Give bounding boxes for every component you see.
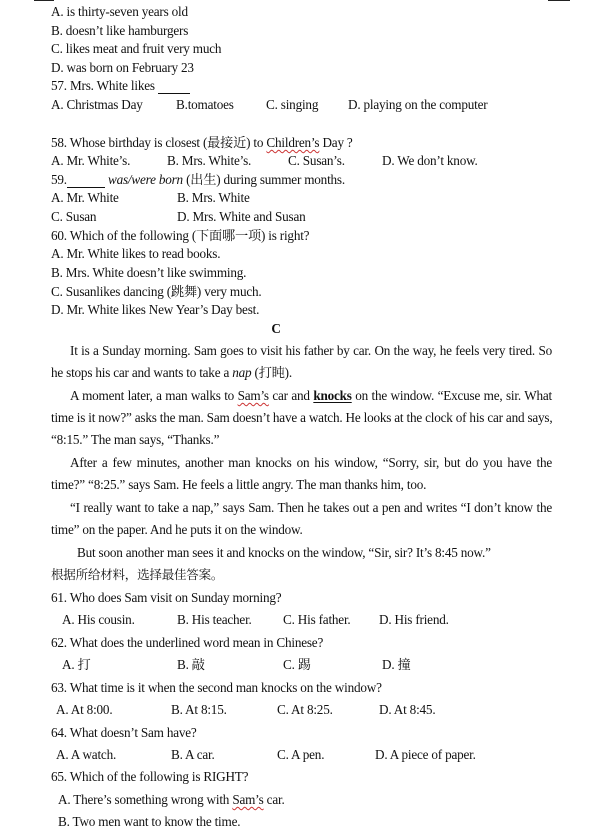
q62-option-a[interactable]: A. 打 xyxy=(62,657,91,672)
q60-option-b[interactable]: B. Mrs. White doesn’t like swimming. xyxy=(51,265,247,280)
q62-option-c[interactable]: C. 踢 xyxy=(283,657,311,672)
instructions: 根据所给材料，选择最佳答案。 xyxy=(51,567,224,582)
q65-option-a[interactable] xyxy=(58,792,285,807)
q61-option-c[interactable]: C. His father. xyxy=(283,612,351,627)
q64-option-b[interactable]: B. A car. xyxy=(171,747,215,762)
q59-was-were-born: was/were born xyxy=(108,172,183,187)
word-nap: nap xyxy=(232,365,252,380)
passage-p2-line3: “8:15.” The man says, “Thanks.” xyxy=(51,432,220,447)
q56-option-c[interactable]: C. likes meat and fruit very much xyxy=(51,41,222,56)
q63-option-d[interactable]: D. At 8:45. xyxy=(379,702,436,717)
q56-option-d[interactable]: D. was born on February 23 xyxy=(51,60,194,75)
q64-option-c[interactable]: C. A pen. xyxy=(277,747,325,762)
q65-question: 65. Which of the following is RIGHT? xyxy=(51,769,249,784)
top-rule-right xyxy=(548,0,570,1)
q59-option-d[interactable]: D. Mrs. White and Susan xyxy=(177,209,306,224)
passage-p4-line2: time” on the paper. And he puts it on the window. xyxy=(51,522,303,537)
q63-option-b[interactable]: B. At 8:15. xyxy=(171,702,227,717)
q57-option-c[interactable]: C. singing xyxy=(266,97,319,112)
q61-option-b[interactable]: B. His teacher. xyxy=(177,612,252,627)
passage-p1-text: he stops his car and wants to take a xyxy=(51,365,230,380)
q62-question: 62. What does the underlined word mean in Chinese? xyxy=(51,635,324,650)
q62-option-b[interactable]: B. 敲 xyxy=(177,657,205,672)
q63-question: 63. What time is it when the second man knocks on the window? xyxy=(51,680,382,695)
q60-option-d[interactable]: D. Mr. White likes New Year’s Day best. xyxy=(51,302,260,317)
q58-stem: 58. Whose birthday is closest (最接近) to xyxy=(51,135,264,150)
q65-option-a-text: A. There’s something wrong with xyxy=(58,792,230,807)
q59-option-b[interactable]: B. Mrs. White xyxy=(177,190,250,205)
passage-p1-line1: It is a Sunday morning. Sam goes to visit his father by car. On the way, he feels very tired. So xyxy=(70,343,552,358)
q58-stem-end: Day ? xyxy=(322,135,353,150)
passage-p2-text-a: A moment later, a man walks to xyxy=(70,388,235,403)
q58-option-b[interactable]: B. Mrs. White’s. xyxy=(167,153,252,168)
q57-answer-blank[interactable] xyxy=(158,78,190,94)
q58-option-d[interactable]: D. We don’t know. xyxy=(382,153,478,168)
top-rule-left xyxy=(34,0,54,1)
passage-p3-line2: time?” “8:25.” says Sam. He feels a little angry. The man thanks him, too. xyxy=(51,477,427,492)
q59-option-c[interactable]: C. Susan xyxy=(51,209,97,224)
q61-option-a[interactable]: A. His cousin. xyxy=(62,612,135,627)
q58-childrens: Children’s xyxy=(266,135,320,150)
q56-option-b[interactable]: B. doesn’t like hamburgers xyxy=(51,23,189,38)
q59-stem: (出生) during summer months. xyxy=(186,172,345,187)
q63-option-c[interactable]: C. At 8:25. xyxy=(277,702,333,717)
q59-option-a[interactable]: A. Mr. White xyxy=(51,190,119,205)
passage-p2-text-b: car and xyxy=(272,388,310,403)
q65-option-a-end: car. xyxy=(266,792,285,807)
q64-option-a[interactable]: A. A watch. xyxy=(56,747,117,762)
passage-p1-gloss: (打盹). xyxy=(254,365,292,380)
q58-question xyxy=(51,135,353,150)
passage-p4-line1: “I really want to take a nap,” says Sam. Then he takes out a pen and writes “I don’t know the xyxy=(70,500,552,515)
passage-p2-line1 xyxy=(51,388,552,403)
passage-p2-text-c: on the window. “Excuse me, sir. What xyxy=(355,388,552,403)
q61-question: 61. Who does Sam visit on Sunday morning? xyxy=(51,590,282,605)
q64-question: 64. What doesn’t Sam have? xyxy=(51,725,197,740)
q57-stem: 57. Mrs. White likes xyxy=(51,78,155,93)
q62-option-d[interactable]: D. 撞 xyxy=(382,657,411,672)
q59-answer-blank[interactable] xyxy=(67,172,105,188)
q58-option-a[interactable]: A. Mr. White’s. xyxy=(51,153,131,168)
word-sams: Sam’s xyxy=(237,388,269,403)
q60-option-a[interactable]: A. Mr. White likes to read books. xyxy=(51,246,221,261)
q59-number: 59. xyxy=(51,172,67,187)
passage-p3-line1: After a few minutes, another man knocks on his window, “Sorry, sir, but do you have the xyxy=(70,455,552,470)
q57-question xyxy=(51,78,190,94)
q64-option-d[interactable]: D. A piece of paper. xyxy=(375,747,476,762)
underlined-word-knocks: knocks xyxy=(313,388,352,403)
q59-question xyxy=(51,172,345,188)
q63-option-a[interactable]: A. At 8:00. xyxy=(56,702,113,717)
q57-option-d[interactable]: D. playing on the computer xyxy=(348,97,488,112)
passage-p2-line2: time is it now?” asks the man. Sam doesn’t have a watch. He looks at the clock of his car and says, xyxy=(51,410,553,425)
q57-option-a[interactable]: A. Christmas Day xyxy=(51,97,143,112)
q61-option-d[interactable]: D. His friend. xyxy=(379,612,449,627)
q65-option-b[interactable]: B. Two men want to know the time. xyxy=(58,814,241,829)
q65-word-sams: Sam’s xyxy=(232,792,264,807)
q58-option-c[interactable]: C. Susan’s. xyxy=(288,153,345,168)
passage-p5: But soon another man sees it and knocks on the window, “Sir, sir? It’s 8:45 now.” xyxy=(77,545,491,560)
q60-option-c[interactable]: C. Susanlikes dancing (跳舞) very much. xyxy=(51,284,262,299)
section-title: C xyxy=(271,321,281,336)
q57-option-b[interactable]: B.tomatoes xyxy=(176,97,234,112)
passage-p1-line2 xyxy=(51,365,292,380)
q56-option-a[interactable]: A. is thirty-seven years old xyxy=(51,4,188,19)
q60-question: 60. Which of the following (下面哪一项) is right? xyxy=(51,228,310,243)
